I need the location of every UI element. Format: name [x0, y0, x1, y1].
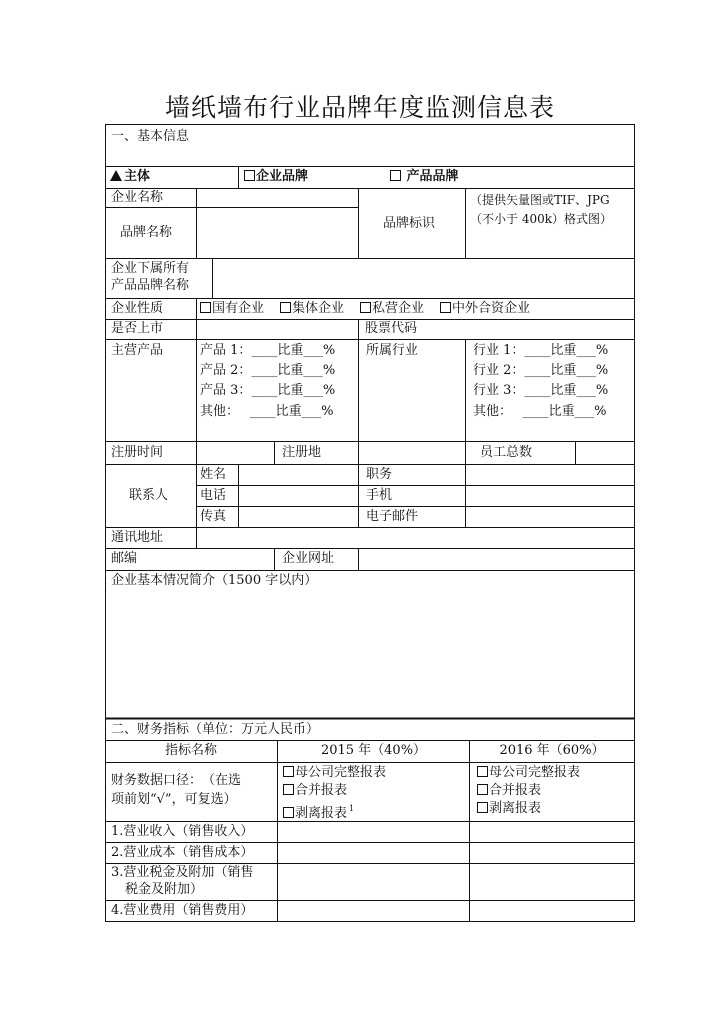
- option-2016-parent[interactable]: 母公司完整报表: [477, 764, 580, 782]
- checkbox-icon[interactable]: [280, 302, 291, 313]
- contact-mobile-label: 手机: [366, 488, 393, 503]
- row-expense: 4.营业费用（销售费用）: [111, 903, 254, 918]
- checkbox-icon[interactable]: [200, 302, 211, 313]
- product-brand-option[interactable]: 产品品牌: [390, 168, 459, 186]
- contact-email-label: 电子邮件: [366, 509, 419, 524]
- page-title: 墙纸墙布行业品牌年度监测信息表: [164, 93, 555, 122]
- year-2015-header: 2015 年（40%）: [320, 743, 427, 758]
- industry-line-other: 其他： ____比重___%: [473, 404, 607, 419]
- checkbox-icon[interactable]: [440, 302, 451, 313]
- checkbox-icon[interactable]: [283, 784, 294, 795]
- listed-label: 是否上市: [111, 321, 164, 336]
- checkbox-icon[interactable]: [390, 170, 401, 181]
- address-label: 通讯地址: [111, 530, 164, 545]
- section-basic-info-heading: 一、基本信息: [111, 129, 190, 144]
- nature-option-state[interactable]: 国有企业: [200, 300, 264, 318]
- contact-fax-label: 传真: [200, 509, 227, 524]
- company-name-label: 企业名称: [111, 190, 164, 205]
- contact-name-label: 姓名: [200, 467, 227, 482]
- row-cost: 2.营业成本（销售成本）: [111, 845, 254, 860]
- website-label: 企业网址: [282, 551, 335, 566]
- product-line-other: 其他： ____比重___%: [200, 404, 334, 419]
- option-2015-consolidated[interactable]: 合并报表: [283, 782, 347, 800]
- industry-line-2: 行业 2：____比重___%: [473, 363, 609, 378]
- nature-label: 企业性质: [111, 301, 164, 316]
- contact-position-label: 职务: [366, 467, 393, 482]
- checkbox-icon[interactable]: [283, 807, 294, 818]
- sub-brands-label-line1: 企业下属所有: [111, 261, 190, 276]
- enterprise-brand-option[interactable]: 企业品牌: [244, 168, 308, 186]
- brand-logo-label: 品牌标识: [383, 216, 436, 231]
- checkbox-icon[interactable]: [477, 802, 488, 813]
- reg-time-label: 注册时间: [111, 445, 164, 460]
- reg-place-label: 注册地: [282, 445, 322, 460]
- main-body-label: 主体: [110, 168, 150, 186]
- postcode-label: 邮编: [111, 551, 138, 566]
- logo-note-line2: （不小于 400k）格式图）: [470, 212, 612, 226]
- employees-label: 员工总数: [480, 445, 533, 460]
- option-2016-carveout[interactable]: 剥离报表: [477, 800, 541, 818]
- contact-label: 联系人: [129, 488, 169, 503]
- checkbox-icon[interactable]: [477, 784, 488, 795]
- sub-brands-label-line2: 产品品牌名称: [111, 278, 190, 293]
- product-line-3: 产品 3：____比重___%: [200, 383, 336, 398]
- nature-option-joint-venture[interactable]: 中外合资企业: [440, 300, 530, 318]
- indicator-header: 指标名称: [164, 743, 217, 758]
- brand-name-label: 品牌名称: [120, 225, 173, 240]
- industry-label: 所属行业: [366, 343, 419, 358]
- section-finance-heading: 二、财务指标（单位：万元人民币）: [111, 722, 320, 737]
- row-revenue: 1.营业收入（销售收入）: [111, 824, 254, 839]
- industry-line-3: 行业 3：____比重___%: [473, 383, 609, 398]
- company-intro-label: 企业基本情况简介（1500 字以内）: [111, 573, 318, 588]
- option-2015-parent[interactable]: 母公司完整报表: [283, 764, 386, 782]
- option-2016-consolidated[interactable]: 合并报表: [477, 782, 541, 800]
- product-line-1: 产品 1：____比重___%: [200, 343, 336, 358]
- main-products-label: 主营产品: [111, 343, 164, 358]
- nature-option-collective[interactable]: 集体企业: [280, 300, 344, 318]
- option-2015-carveout[interactable]: 剥离报表 $^1$: [283, 800, 354, 823]
- industry-line-1: 行业 1：____比重___%: [473, 343, 609, 358]
- triangle-icon: [110, 170, 122, 181]
- year-2016-header: 2016 年（60%）: [499, 743, 605, 758]
- checkbox-icon[interactable]: [244, 170, 255, 181]
- contact-phone-label: 电话: [200, 488, 227, 503]
- nature-option-private[interactable]: 私营企业: [360, 300, 424, 318]
- caliber-label-line2: 项前划“√”，可复选）: [111, 792, 237, 807]
- checkbox-icon[interactable]: [283, 766, 294, 777]
- stock-code-label: 股票代码: [365, 321, 418, 336]
- row-tax-line2: 税金及附加）: [125, 882, 204, 897]
- row-tax-line1: 3.营业税金及附加（销售: [111, 865, 254, 880]
- checkbox-icon[interactable]: [477, 766, 488, 777]
- caliber-label-line1: 财务数据口径： （在选: [111, 773, 242, 788]
- product-line-2: 产品 2：____比重___%: [200, 363, 336, 378]
- checkbox-icon[interactable]: [360, 302, 371, 313]
- logo-note-line1: （提供矢量图或TIF、JPG: [470, 193, 610, 207]
- footnote-mark: 1: [349, 804, 355, 813]
